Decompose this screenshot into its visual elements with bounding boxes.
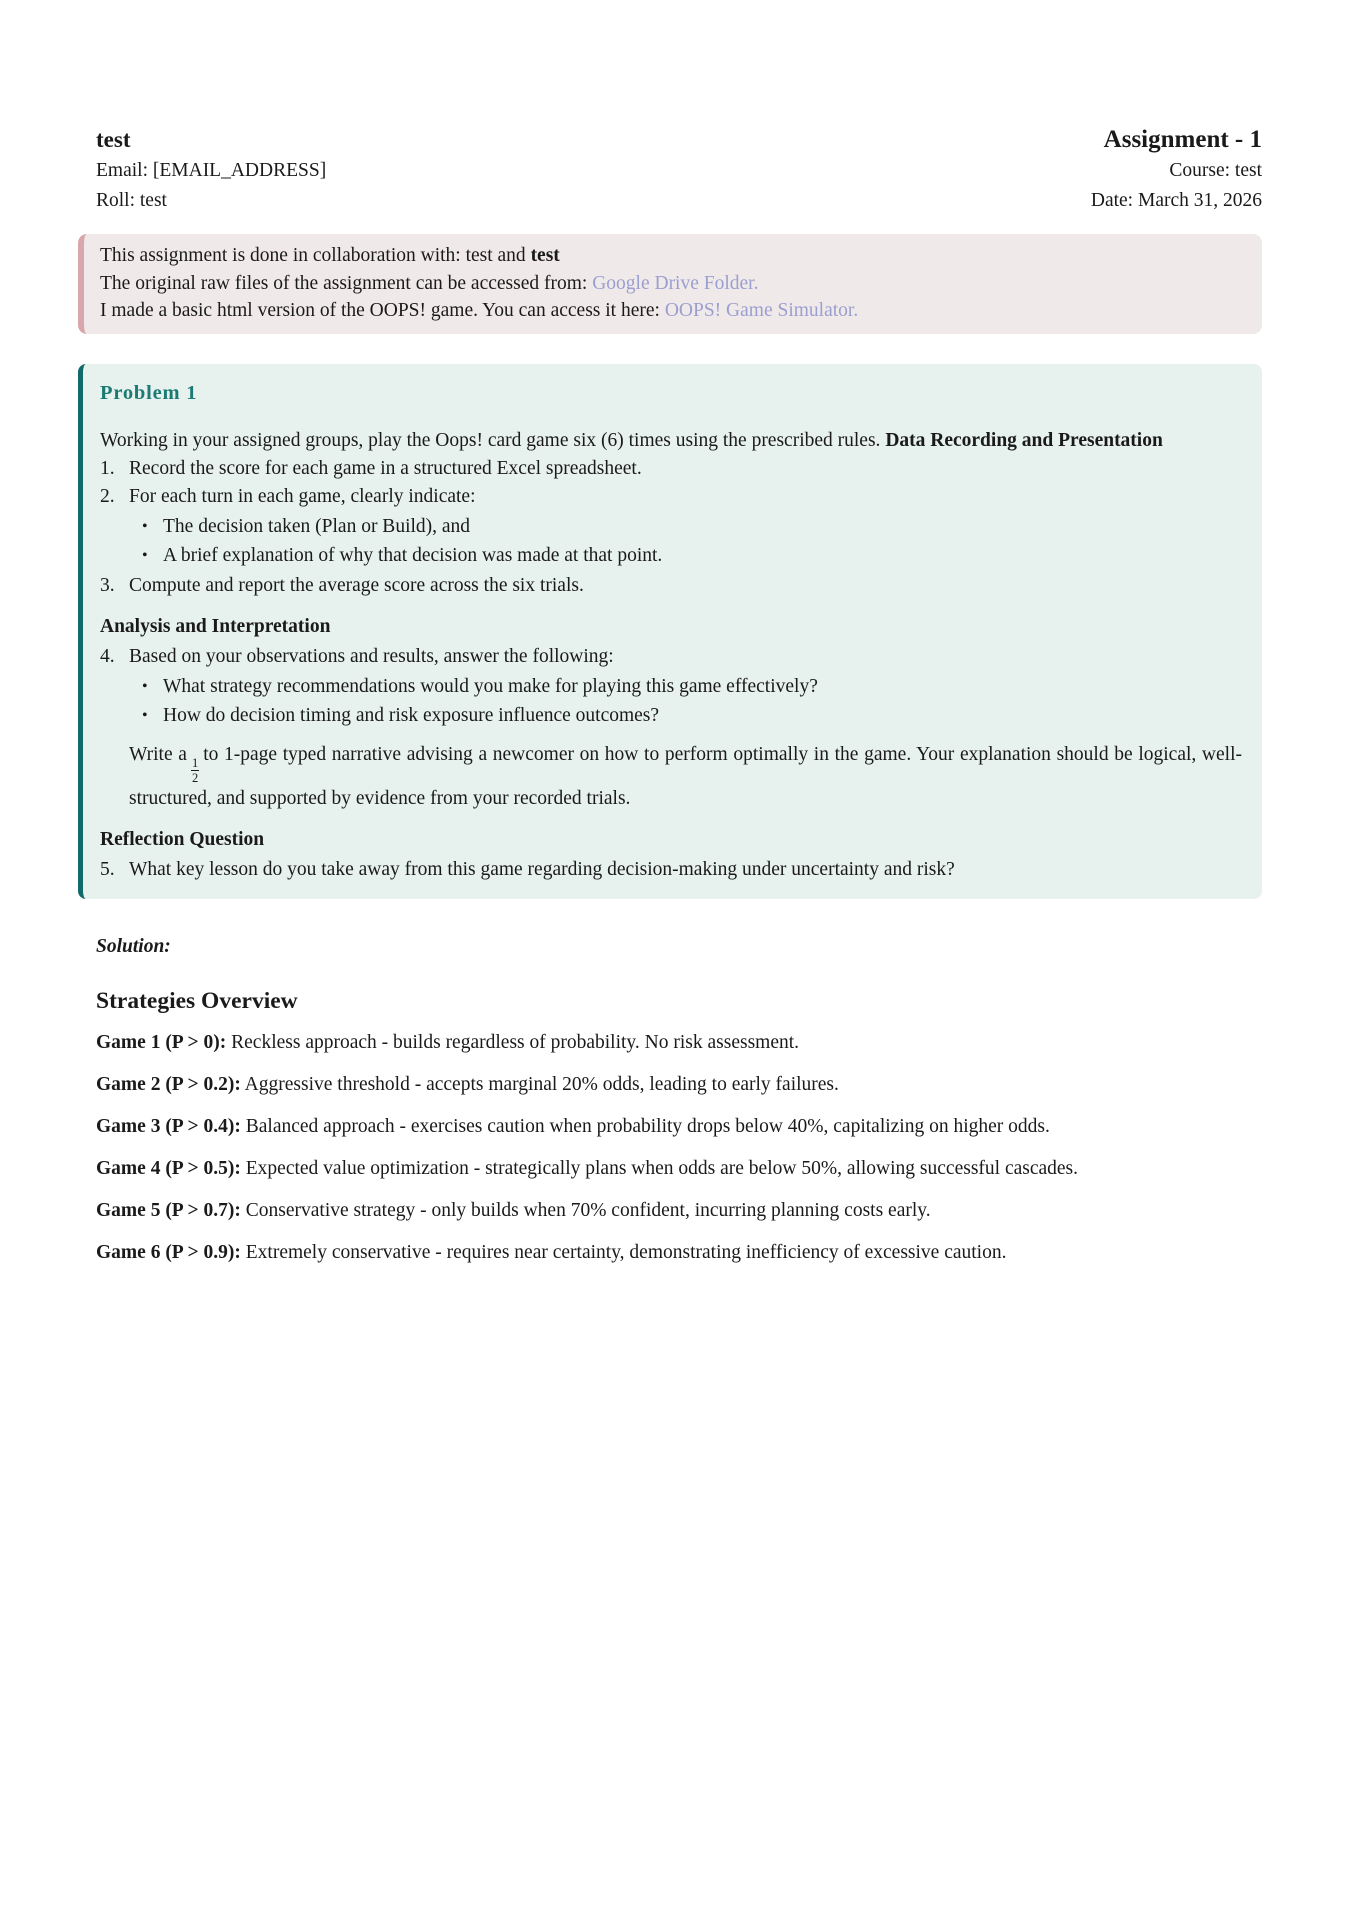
item-number: 5. — [100, 858, 115, 880]
collab-line-2-text: The original raw files of the assignment can be accessed from: — [100, 272, 593, 294]
oops-game-simulator-link[interactable]: OOPS! Game Simulator. — [664, 300, 859, 321]
fraction-denominator: 2 — [191, 770, 199, 785]
bullet-item — [142, 513, 1242, 540]
collaboration-note-box — [78, 234, 1262, 334]
bullet-item — [142, 702, 1242, 729]
list-item-5 — [100, 856, 1242, 883]
analysis-heading: Analysis and Interpretation — [100, 615, 331, 637]
one-half-fraction — [191, 757, 199, 785]
problem-intro — [100, 427, 1242, 454]
item-text: What key lesson do you take away from this game regarding decision-making under uncertainty and risk? — [129, 858, 955, 880]
game-2-summary — [96, 1071, 1262, 1100]
bullet-text: How do decision timing and risk exposure influence outcomes? — [163, 704, 660, 726]
problem-title: Problem 1 — [100, 381, 198, 404]
item-2-bullet-list — [142, 513, 1242, 569]
game-text: Expected value optimization - strategically plans when odds are below 50%, allowing successful cascades. — [240, 1158, 1079, 1179]
header — [96, 124, 1262, 216]
problem-intro-text: Working in your assigned groups, play the Oops! card game six (6) times using the prescribed rules. — [100, 429, 886, 451]
assignment-block — [1091, 124, 1262, 216]
list-item-1 — [100, 455, 1242, 482]
item-number: 2. — [100, 485, 115, 507]
bullet-text: The decision taken (Plan or Build), and — [163, 515, 471, 537]
list-item-3 — [100, 572, 1242, 599]
google-drive-link[interactable]: Google Drive Folder. — [592, 272, 759, 294]
course-line: Course: test — [1169, 160, 1262, 181]
problem-1-box — [78, 364, 1262, 899]
author-block — [96, 124, 326, 216]
item-number: 4. — [100, 645, 115, 667]
problem-intro-bold: Data Recording and Presentation — [885, 429, 1163, 451]
game-text: Balanced approach - exercises caution when probability drops below 40%, capitalizing on higher odds. — [240, 1116, 1050, 1137]
collab-line-3 — [100, 297, 1244, 325]
collab-line-2 — [100, 270, 1244, 298]
strategies-overview-heading: Strategies Overview — [96, 987, 298, 1014]
narrative-post: to 1-page typed narrative advising a newcomer on how to perform optimally in the game. Your explanation should be logical, well-structured, and supported by evidence from your recorded trials. — [129, 743, 1243, 809]
bullet-marker: • — [142, 517, 148, 535]
game-label: Game 3 (P > 0.4): — [96, 1116, 241, 1137]
solution-label: Solution: — [96, 935, 171, 957]
collab-line-1-text: This assignment is done in collaboration with: test and — [100, 245, 531, 266]
game-label: Game 5 (P > 0.7): — [96, 1200, 241, 1221]
bullet-marker: • — [142, 546, 148, 564]
reflection-heading: Reflection Question — [100, 828, 265, 850]
game-6-summary — [96, 1239, 1262, 1268]
game-label: Game 6 (P > 0.9): — [96, 1242, 241, 1263]
narrative-pre: Write a — [129, 743, 187, 765]
list-item-2 — [100, 483, 1242, 510]
collab-line-1-bold: test — [530, 245, 560, 266]
assignment-title: Assignment - 1 — [1103, 126, 1262, 153]
bullet-text: What strategy recommendations would you make for playing this game effectively? — [163, 675, 818, 697]
author-email: Email: [EMAIL_ADDRESS] — [96, 160, 327, 181]
game-label: Game 2 (P > 0.2): — [96, 1074, 241, 1095]
author-roll: Roll: test — [96, 190, 167, 211]
item-number: 1. — [100, 457, 115, 479]
item-text: Record the score for each game in a structured Excel spreadsheet. — [129, 457, 642, 479]
game-4-summary — [96, 1155, 1262, 1184]
game-5-summary — [96, 1197, 1262, 1226]
bullet-item — [142, 542, 1242, 569]
item-text: Compute and report the average score across the six trials. — [129, 574, 584, 596]
game-text: Aggressive threshold - accepts marginal 20% odds, leading to early failures. — [240, 1074, 839, 1095]
collab-line-1 — [100, 242, 1244, 270]
narrative-paragraph — [129, 741, 1242, 812]
item-4-bullet-list — [142, 673, 1242, 729]
game-text: Extremely conservative - requires near certainty, demonstrating inefficiency of excessive caution. — [240, 1242, 1007, 1263]
bullet-item — [142, 673, 1242, 700]
item-text: For each turn in each game, clearly indicate: — [129, 485, 476, 507]
author-name: test — [96, 127, 131, 152]
date-line: Date: March 31, 2026 — [1090, 190, 1262, 211]
game-1-summary — [96, 1029, 1262, 1058]
bullet-marker: • — [142, 677, 148, 695]
bullet-text: A brief explanation of why that decision was made at that point. — [163, 544, 663, 566]
game-text: Conservative strategy - only builds when 70% confident, incurring planning costs early. — [240, 1200, 931, 1221]
game-text: Reckless approach - builds regardless of probability. No risk assessment. — [226, 1032, 800, 1053]
item-number: 3. — [100, 574, 115, 596]
collab-line-3-text: I made a basic html version of the OOPS! game. You can access it here: — [100, 300, 665, 321]
game-label: Game 4 (P > 0.5): — [96, 1158, 241, 1179]
game-3-summary — [96, 1113, 1262, 1142]
list-item-4 — [100, 643, 1242, 670]
game-label: Game 1 (P > 0): — [96, 1032, 227, 1053]
bullet-marker: • — [142, 706, 148, 724]
item-text: Based on your observations and results, answer the following: — [129, 645, 614, 667]
fraction-numerator: 1 — [191, 755, 199, 770]
